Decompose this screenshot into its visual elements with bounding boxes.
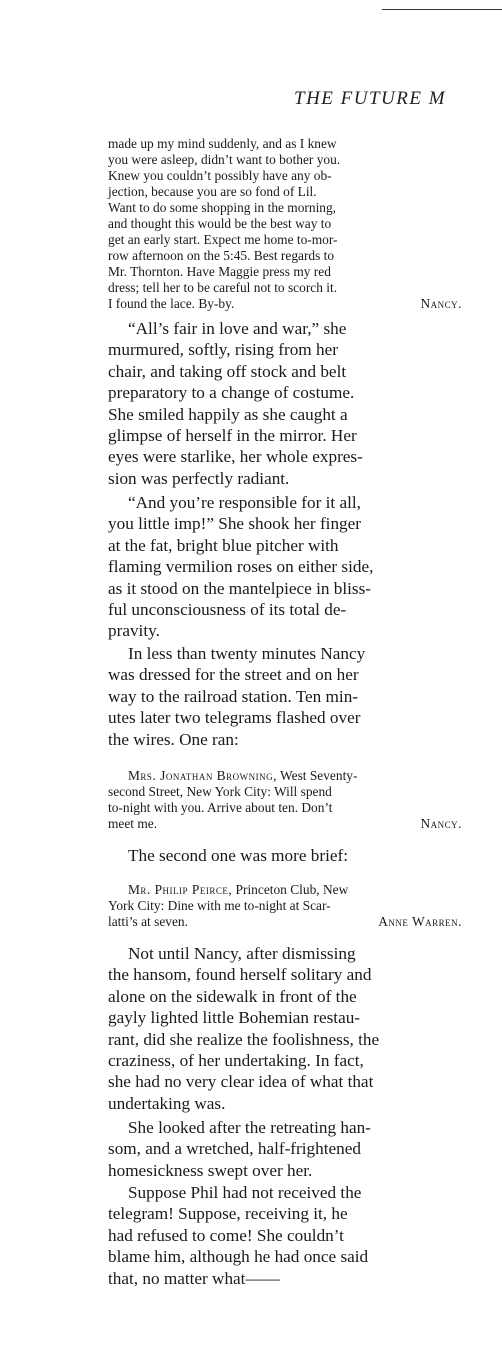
letter-block	[108, 136, 478, 312]
text-line: ful unconsciousness of its total de-	[108, 600, 347, 620]
telegram-last-line: meet me.	[108, 816, 158, 831]
telegram-signature: Anne Warren.	[378, 914, 462, 929]
telegram-closing	[108, 914, 478, 930]
text-line: at the fat, bright blue pitcher with	[108, 535, 339, 555]
text-line: had refused to come! She couldn’t	[108, 1225, 344, 1245]
text-line: rant, did she realize the foolishness, the	[108, 1029, 380, 1049]
telegram-text: Princeton Club, New	[232, 882, 349, 897]
text-line: som, and a wretched, half-frightened	[108, 1139, 361, 1159]
letter-line: get an early start. Expect me home to-mor-	[108, 232, 338, 247]
letter-signature: Nancy.	[420, 296, 462, 311]
text-line: She smiled happily as she caught a	[108, 404, 348, 424]
paragraph-6	[108, 1117, 478, 1181]
text-line: In less than twenty minutes Nancy	[128, 644, 366, 663]
letter-closing	[108, 296, 478, 312]
letter-line: Want to do some shopping in the morning,	[108, 200, 337, 215]
text-line: sion was perfectly radiant.	[108, 468, 290, 488]
text-line: preparatory to a change of costume.	[108, 383, 355, 403]
text-line: alone on the sidewalk in front of the	[108, 986, 357, 1006]
telegram-2	[108, 882, 478, 930]
text-line: eyes were starlike, her whole expres-	[108, 447, 363, 467]
paragraph-2	[108, 492, 478, 642]
telegram-line: York City: Dine with me to-night at Scar-	[108, 898, 331, 913]
letter-line: made up my mind suddenly, and as I knew	[108, 136, 337, 151]
text-line: pravity.	[108, 621, 160, 641]
text-line: homesickness swept over her.	[108, 1160, 313, 1180]
text-line: gayly lighted little Bohemian restau-	[108, 1008, 361, 1028]
text-line: chair, and taking off stock and belt	[108, 361, 347, 381]
text-line: you little imp!” She shook her finger	[108, 514, 361, 534]
paragraph-1	[108, 318, 478, 489]
text-line: that, no matter what——	[108, 1268, 280, 1288]
letter-line: jection, because you are so fond of Lil.	[108, 184, 317, 199]
text-line: flaming vermilion roses on either side,	[108, 557, 374, 577]
text-line: craziness, of her undertaking. In fact,	[108, 1051, 364, 1071]
text-line: Not until Nancy, after dismissing	[128, 944, 356, 963]
text-line: Suppose Phil had not received the	[128, 1183, 362, 1202]
paragraph-4	[108, 845, 478, 866]
telegram-last-line: latti’s at seven.	[108, 914, 188, 929]
paragraph-5	[108, 943, 478, 1114]
text-line: way to the railroad station. Ten min-	[108, 686, 359, 706]
telegram-line: second Street, New York City: Will spend	[108, 784, 332, 799]
text-line: “All’s fair in love and war,” she	[128, 319, 347, 338]
telegram-1	[108, 768, 478, 832]
text-line: the hansom, found herself solitary and	[108, 965, 372, 985]
text-line: blame him, although he had once said	[108, 1247, 369, 1267]
telegram-text: West Seventy-	[276, 768, 358, 783]
telegram-recipient: Mr. Philip Peirce,	[128, 882, 233, 897]
telegram-closing	[108, 816, 478, 832]
letter-line: you were asleep, didn’t want to bother you.	[108, 152, 341, 167]
paragraph-3	[108, 643, 478, 750]
text-line: murmured, softly, rising from her	[108, 340, 338, 360]
text-line: the wires. One ran:	[108, 729, 239, 749]
telegram-signature: Nancy.	[420, 816, 462, 831]
text-line: she had no very clear idea of what that	[108, 1072, 374, 1092]
letter-last-line: I found the lace. By-by.	[108, 296, 235, 311]
letter-line: and thought this would be the best way to	[108, 216, 332, 231]
letter-line: Knew you couldn’t possibly have any ob-	[108, 168, 332, 183]
text-line: utes later two telegrams flashed over	[108, 708, 361, 728]
telegram-line	[108, 768, 478, 784]
paragraph-7	[108, 1182, 478, 1289]
letter-line: dress; tell her to be careful not to scorch it.	[108, 280, 338, 295]
top-rule	[382, 9, 502, 10]
telegram-line: to-night with you. Arrive about ten. Don’t	[108, 800, 333, 815]
text-line: She looked after the retreating han-	[128, 1118, 371, 1137]
text-line: as it stood on the mantelpiece in bliss-	[108, 578, 372, 598]
text-line: glimpse of herself in the mirror. Her	[108, 426, 357, 446]
telegram-recipient: Mrs. Jonathan Browning,	[128, 768, 277, 783]
text-line: “And you’re responsible for it all,	[128, 493, 361, 512]
telegram-line	[108, 882, 478, 898]
text-line: The second one was more brief:	[128, 846, 349, 865]
text-line: telegram! Suppose, receiving it, he	[108, 1204, 348, 1224]
text-line: undertaking was.	[108, 1093, 226, 1113]
running-head: THE FUTURE M	[294, 88, 447, 109]
letter-line: row afternoon on the 5:45. Best regards to	[108, 248, 335, 263]
letter-line: Mr. Thornton. Have Maggie press my red	[108, 264, 331, 279]
text-line: was dressed for the street and on her	[108, 665, 359, 685]
